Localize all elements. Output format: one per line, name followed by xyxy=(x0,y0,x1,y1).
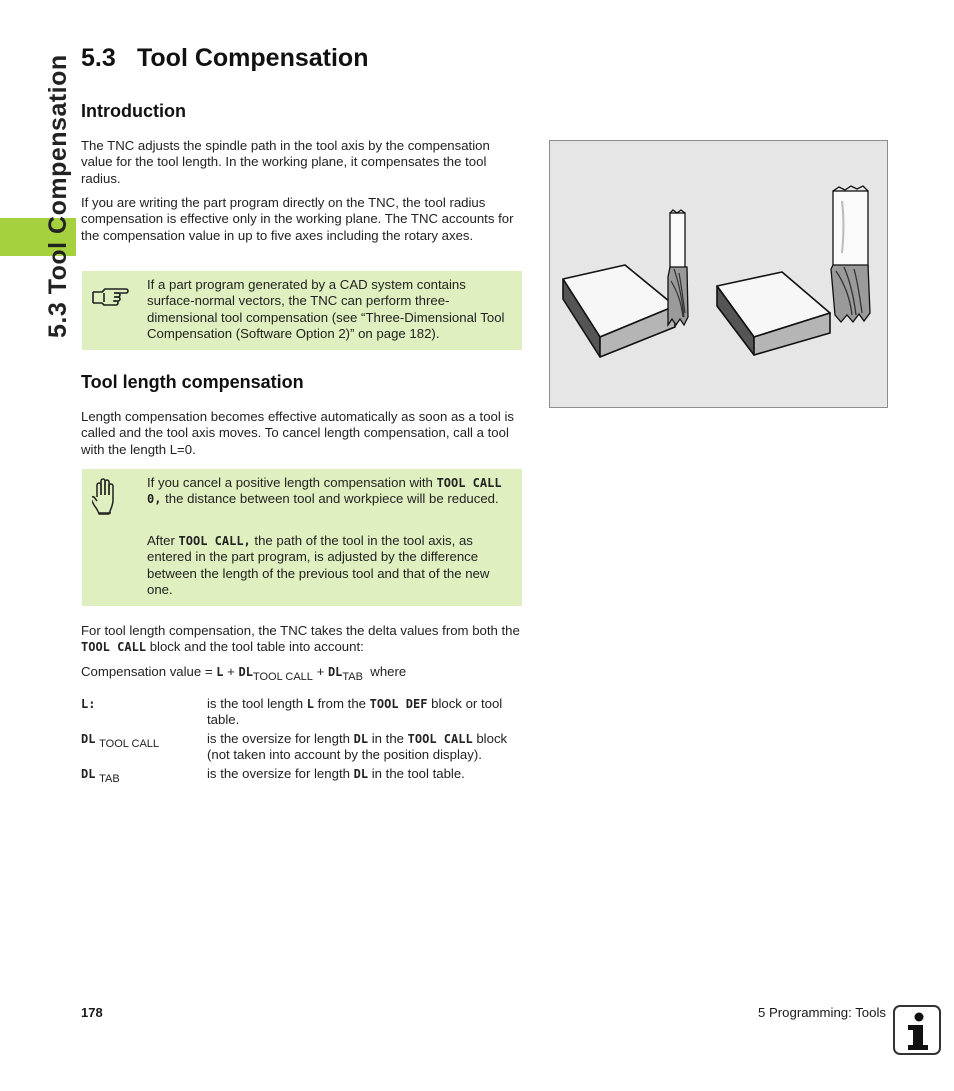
page-number: 178 xyxy=(81,1005,103,1020)
term-code: DL xyxy=(81,732,96,746)
definition-term xyxy=(81,696,201,712)
warning-1-text-end: the distance between tool and workpiece will be reduced. xyxy=(161,491,499,507)
desc-mid: from the xyxy=(313,696,370,711)
warning-1-text-start: If you cancel a positive length compensation with xyxy=(147,475,437,490)
introduction-heading: Introduction xyxy=(81,101,186,121)
tool-call-block-code: TOOL CALL xyxy=(81,640,147,655)
desc-mid: in the xyxy=(368,731,408,746)
formula-dl-2: DL xyxy=(327,665,343,679)
intro-paragraph-2: If you are writing the part program directly on the TNC, the tool radius compensation is effective only in the working plane. The TNC accounts for the compensation value in up to five axes including the rotary axes. xyxy=(81,195,514,243)
compensation-formula xyxy=(81,664,523,685)
formula-sub-tab: TAB xyxy=(342,671,363,683)
definition-description xyxy=(207,731,523,764)
warning-note xyxy=(82,469,522,606)
desc-code-1: L xyxy=(306,697,314,711)
formula-plus-2: + xyxy=(312,664,328,679)
definition-description xyxy=(207,696,523,729)
section-number: 5.3 xyxy=(81,44,116,72)
desc-code-2: TOOL DEF xyxy=(369,697,428,711)
warning-text-1 xyxy=(147,475,515,508)
formula-where: where xyxy=(370,664,407,679)
term-subscript: TOOL CALL xyxy=(99,738,160,750)
desc-start: is the oversize for length xyxy=(207,766,354,781)
info-icon xyxy=(893,1005,941,1055)
intro-paragraph-1: The TNC adjusts the spindle path in the tool axis by the compensation value for the tool length. In the working plane, it compensates the tool radius. xyxy=(81,138,490,186)
left-tool xyxy=(668,210,688,325)
raised-hand-icon xyxy=(92,477,118,517)
term-code: DL xyxy=(81,767,96,781)
warning-2-text-end: the path of the tool in the tool axis, as entered in the part program, is adjusted by the difference between the length of the previous tool and that of the new one. xyxy=(147,533,490,597)
tool-call-code: TOOL CALL, xyxy=(178,534,251,548)
desc-code-1: DL xyxy=(353,767,369,781)
desc-code-2: TOOL CALL xyxy=(407,732,473,746)
right-workpiece xyxy=(717,272,830,355)
desc-start: is the oversize for length xyxy=(207,731,354,746)
formula-l: L xyxy=(216,665,224,679)
section-title: Tool Compensation xyxy=(137,44,369,72)
definition-term xyxy=(81,731,201,752)
definition-term xyxy=(81,766,201,787)
desc-mid: in the tool table. xyxy=(368,766,465,781)
right-tool xyxy=(831,186,870,322)
warning-text-2 xyxy=(147,533,515,598)
term-code: L: xyxy=(81,697,96,711)
formula-sub-tool-call: TOOL CALL xyxy=(252,671,313,683)
tool-length-compensation-heading: Tool length compensation xyxy=(81,372,304,392)
tool-workpiece-drawing xyxy=(550,141,887,407)
info-note xyxy=(82,271,522,350)
pointing-hand-icon xyxy=(90,281,130,315)
paragraph-2-start: For tool length compensation, the TNC takes the delta values from both the xyxy=(81,623,520,638)
desc-start: is the tool length xyxy=(207,696,307,711)
paragraph-2-end: block and the tool table into account: xyxy=(146,639,364,655)
formula-label: Compensation value = xyxy=(81,664,217,679)
info-note-text: If a part program generated by a CAD system contains surface-normal vectors, the TNC can perform three-dimensional tool compensation (see “Three-Dimensional Tool Compensation (Software Option 2)” on page 182). xyxy=(147,277,505,341)
desc-code-1: DL xyxy=(353,732,369,746)
length-paragraph-2 xyxy=(81,623,523,656)
term-subscript: TAB xyxy=(99,773,120,785)
warning-2-text-start: After xyxy=(147,533,179,548)
chapter-footer: 5 Programming: Tools xyxy=(757,1005,886,1020)
left-workpiece xyxy=(563,265,675,357)
length-paragraph-1: Length compensation becomes effective automatically as soon as a tool is called and the tool axis moves. To cancel length compensation, call a tool with the length L=0. xyxy=(81,409,514,457)
chapter-side-title: 5.3 Tool Compensation xyxy=(44,54,72,338)
definition-description xyxy=(207,766,523,782)
desc-end: block or tool table. xyxy=(207,696,503,728)
tool-compensation-illustration xyxy=(549,140,888,408)
tool-call-0-code: TOOL CALL 0, xyxy=(147,476,502,507)
desc-end: block (not taken into account by the position display). xyxy=(207,731,508,763)
formula-plus-1: + xyxy=(223,664,239,679)
page-title xyxy=(81,44,368,73)
formula-dl-1: DL xyxy=(238,665,253,679)
